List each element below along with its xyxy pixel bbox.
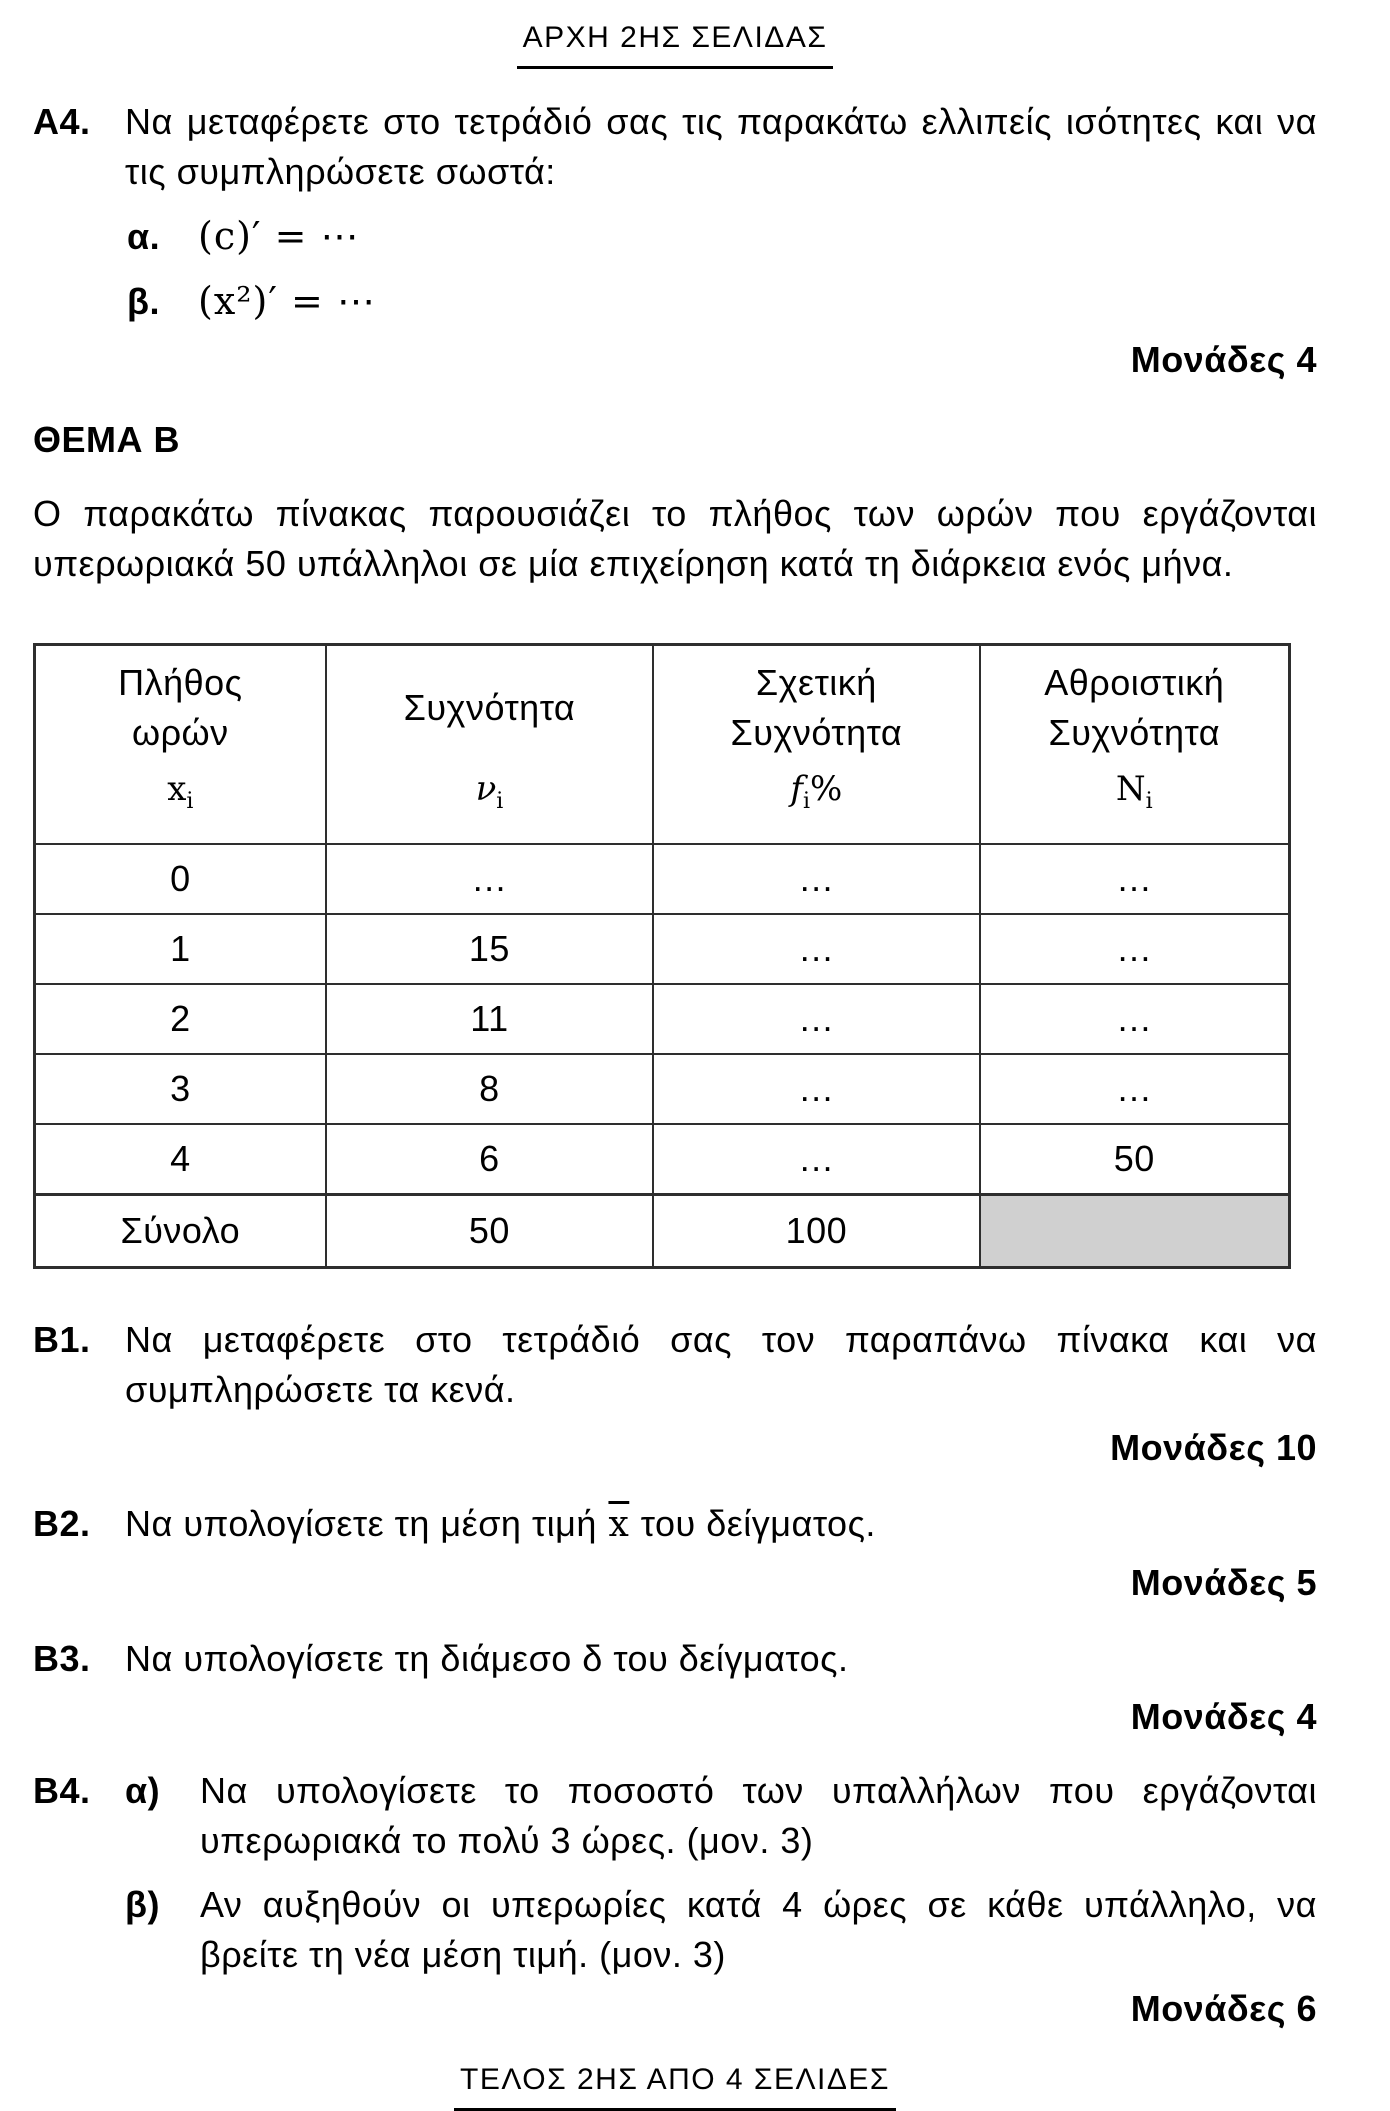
- table-cell: …: [980, 914, 1290, 984]
- table-cell: …: [326, 844, 654, 914]
- table-cell: …: [653, 1054, 979, 1124]
- table-cell: 0: [35, 844, 326, 914]
- col-header-frequency-title: [327, 658, 653, 758]
- col-header-frequency: [326, 645, 654, 844]
- table-cell: 3: [35, 1054, 326, 1124]
- col-header-hours-title-line2: ωρών: [131, 712, 229, 753]
- table-total-row: [35, 1194, 1290, 1267]
- b3-points: Μονάδες 4: [1130, 1695, 1317, 1737]
- b2-text-after: του δείγματος.: [640, 1502, 876, 1544]
- page-header: [33, 10, 1317, 69]
- a4-item-alpha: [127, 211, 1317, 262]
- thema-b-title: ΘΕΜΑ Β: [33, 419, 180, 460]
- symbol-x-sub: i: [186, 788, 194, 814]
- symbol-nu: ν: [475, 769, 497, 809]
- table-cell-shaded: [980, 1194, 1290, 1267]
- table-row: [35, 984, 1290, 1054]
- question-b1-label: Β1.: [33, 1318, 91, 1360]
- b4-item-beta: [125, 1880, 1317, 1980]
- table-cell: 2: [35, 984, 326, 1054]
- a4-points: Μονάδες 4: [1130, 339, 1317, 380]
- b2-points: Μονάδες 5: [1130, 1561, 1317, 1603]
- question-a4-label: Α4.: [33, 101, 91, 142]
- question-b3-label: Β3.: [33, 1637, 91, 1679]
- col-header-hours: [35, 645, 326, 844]
- question-b4: [33, 1766, 1317, 1980]
- frequency-table: [33, 643, 1291, 1269]
- thema-b-intro: Ο παρακάτω πίνακας παρουσιάζει το πλήθος των ωρών που εργάζονται υπερωριακά 50 υπάλληλοι σε μία επιχείρηση κατά τη διάρκεια ενός μήνα.: [33, 493, 1317, 584]
- table-row: [35, 1054, 1290, 1124]
- x-bar-symbol: $\overline{x}$: [608, 1503, 630, 1545]
- col-header-cumulative-frequency-symbol: [981, 764, 1289, 827]
- a4-item-alpha-label: α.: [127, 216, 161, 257]
- page-header-text: ΑΡΧΗ 2ΗΣ ΣΕΛΙΔΑΣ: [517, 13, 834, 69]
- table-cell: …: [653, 844, 979, 914]
- symbol-f: f: [790, 769, 803, 809]
- a4-item-beta-label: β.: [127, 281, 160, 322]
- table-cell: 8: [326, 1054, 654, 1124]
- b4-item-alpha: [125, 1766, 1317, 1866]
- question-b4-body: [125, 1766, 1317, 1980]
- table-cell: …: [653, 1124, 979, 1195]
- table-row: [35, 844, 1290, 914]
- question-a4-text: Να μεταφέρετε στο τετράδιό σας τις παρακάτω ελλιπείς ισότητες και να τις συμπληρώσετε σωστά:: [125, 101, 1317, 192]
- table-row: [35, 1124, 1290, 1195]
- col-header-frequency-symbol: [327, 764, 653, 827]
- table-cell: 50: [980, 1124, 1290, 1195]
- table-cell: …: [980, 844, 1290, 914]
- col-header-relative-frequency-title: [654, 658, 978, 758]
- table-cell: …: [653, 984, 979, 1054]
- table-cell: …: [653, 914, 979, 984]
- question-b3-text: Να υπολογίσετε τη διάμεσο δ του δείγματος.: [125, 1637, 849, 1679]
- b4-points: Μονάδες 6: [1130, 1987, 1317, 2029]
- col-header-cumulative-frequency-title-line1: Αθροιστική: [1044, 662, 1225, 703]
- symbol-N: N: [1115, 769, 1146, 809]
- page-footer-text: ΤΕΛΟΣ 2ΗΣ ΑΠΟ 4 ΣΕΛΙΔΕΣ: [454, 2055, 896, 2111]
- b2-text-before: Να υπολογίσετε τη μέση τιμή: [125, 1502, 597, 1544]
- question-b2: [33, 1499, 1317, 1550]
- question-b2-label: Β2.: [33, 1502, 91, 1544]
- a4-item-alpha-formula: (c)′ = ⋯: [198, 214, 360, 258]
- col-header-hours-title-line1: Πλήθος: [118, 662, 243, 703]
- symbol-f-suffix: %: [810, 769, 843, 809]
- a4-item-beta: [127, 276, 1317, 327]
- b4-item-alpha-text: Να υπολογίσετε το ποσοστό των υπαλλήλων που εργάζονται υπερωριακά το πολύ 3 ώρες. (μον. 3): [200, 1769, 1317, 1861]
- table-cell: 1: [35, 914, 326, 984]
- question-b1: [33, 1315, 1317, 1415]
- col-header-frequency-title-line1: Συχνότητα: [403, 687, 576, 728]
- symbol-x: x: [167, 769, 187, 809]
- col-header-relative-frequency-title-line2: Συχνότητα: [730, 712, 903, 753]
- table-cell: 50: [326, 1194, 654, 1267]
- table-cell: 4: [35, 1124, 326, 1195]
- symbol-nu-sub: i: [496, 788, 504, 814]
- question-b2-text: [125, 1499, 1317, 1550]
- b1-points: Μονάδες 10: [1110, 1426, 1317, 1468]
- table-cell: 11: [326, 984, 654, 1054]
- b4-item-beta-label: β): [125, 1883, 160, 1925]
- col-header-relative-frequency-title-line1: Σχετική: [755, 662, 877, 703]
- table-cell: 15: [326, 914, 654, 984]
- table-header-row: [35, 645, 1290, 844]
- symbol-f-sub: i: [802, 788, 811, 814]
- question-b1-text: Να μεταφέρετε στο τετράδιό σας τον παραπάνω πίνακα και να συμπληρώσετε τα κενά.: [125, 1318, 1317, 1410]
- table-cell: 100: [653, 1194, 979, 1267]
- col-header-hours-symbol: [36, 764, 325, 827]
- table-cell: …: [980, 984, 1290, 1054]
- col-header-hours-title: [36, 658, 325, 758]
- a4-item-beta-formula: (x²)′ = ⋯: [198, 279, 376, 323]
- col-header-relative-frequency: [653, 645, 979, 844]
- col-header-cumulative-frequency-title-line2: Συχνότητα: [1048, 712, 1221, 753]
- page-footer: [33, 2052, 1317, 2111]
- question-b4-label: Β4.: [33, 1769, 91, 1811]
- question-b3: [33, 1634, 1317, 1684]
- col-header-cumulative-frequency-title: [981, 658, 1289, 758]
- table-cell: Σύνολο: [35, 1194, 326, 1267]
- table-cell: 6: [326, 1124, 654, 1195]
- b4-item-alpha-label: α): [125, 1769, 161, 1811]
- col-header-relative-frequency-symbol: [654, 764, 978, 827]
- table-cell: …: [980, 1054, 1290, 1124]
- table-row: [35, 914, 1290, 984]
- col-header-cumulative-frequency: [980, 645, 1290, 844]
- symbol-N-sub: i: [1145, 788, 1153, 814]
- question-a4: [33, 97, 1317, 197]
- b4-item-beta-text: Αν αυξηθούν οι υπερωρίες κατά 4 ώρες σε κάθε υπάλληλο, να βρείτε τη νέα μέση τιμή. (μον. 3): [200, 1883, 1317, 1975]
